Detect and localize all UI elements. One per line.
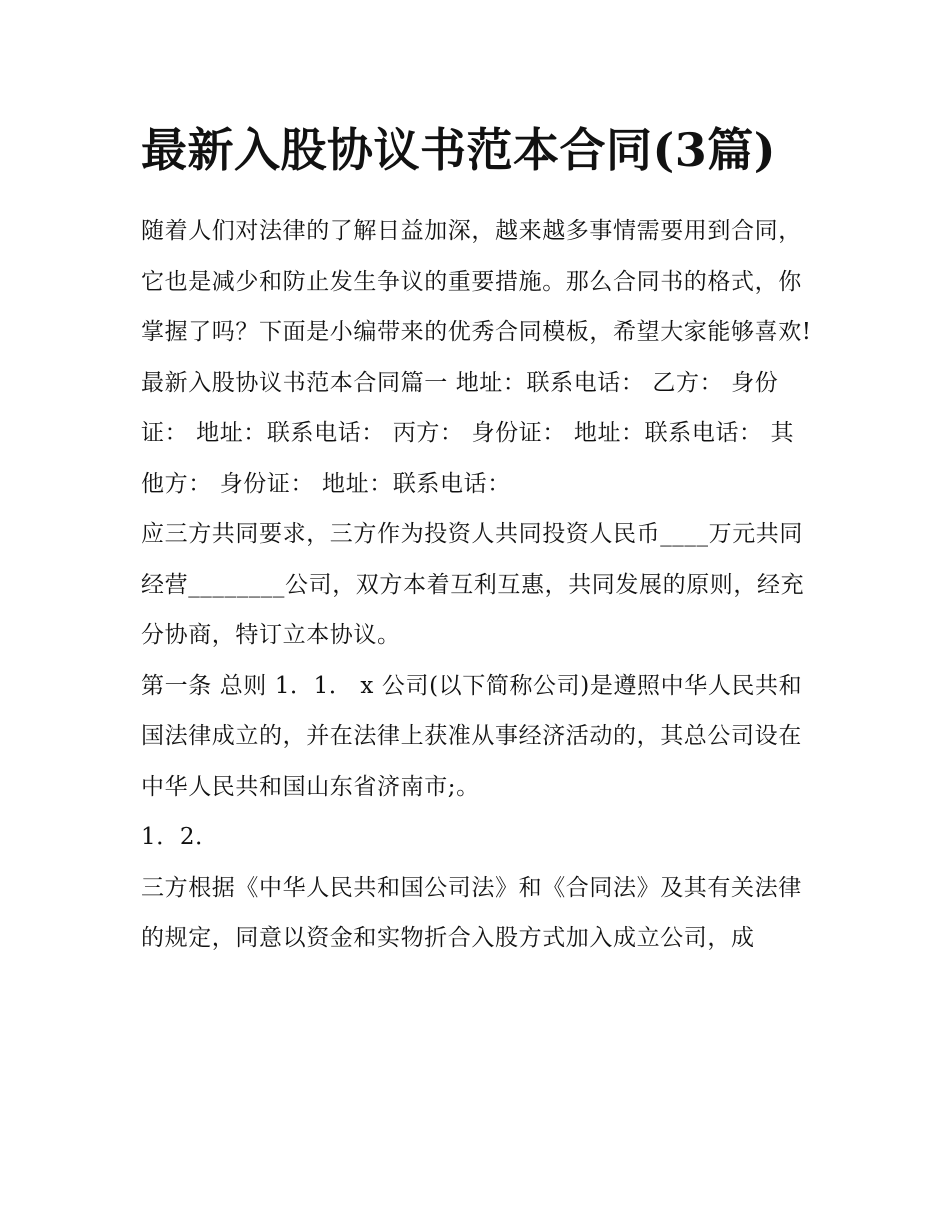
document-title: 最新入股协议书范本合同(3篇) (141, 123, 777, 177)
parties-paragraph: 最新入股协议书范本合同篇一 地址：联系电话： 乙方： 身份证： 地址：联系电话： 丙方： 身份证： 地址：联系电话： 其他方： 身份证： 地址：联系电话： (141, 369, 795, 497)
document-body (141, 110, 813, 964)
investment-paragraph: 应三方共同要求，三方作为投资人共同投资人民币____万元共同经营________公司，双方本着互利互惠，共同发展的原则，经充分协商，特订立本协议。 (141, 521, 805, 648)
legal-basis-paragraph: 三方根据《中华人民共和国公司法》和《合同法》及其有关法律的规定，同意以资金和实物折合入股方式加入成立公司，成 (141, 874, 802, 951)
article-one-paragraph: 第一条 总则 1．1． x 公司(以下简称公司)是遵照中华人民共和国法律成立的，并在法律上获准从事经济活动的，其总公司设在中华人民共和国山东省济南市;。 (141, 672, 803, 800)
intro-paragraph: 随着人们对法律的了解日益加深，越来越多事情需要用到合同，它也是减少和防止发生争议的重要措施。那么合同书的格式，你掌握了吗？下面是小编带来的优秀合同模板，希望大家能够喜欢! (141, 218, 812, 345)
clause-number: 1．2． (141, 824, 219, 850)
